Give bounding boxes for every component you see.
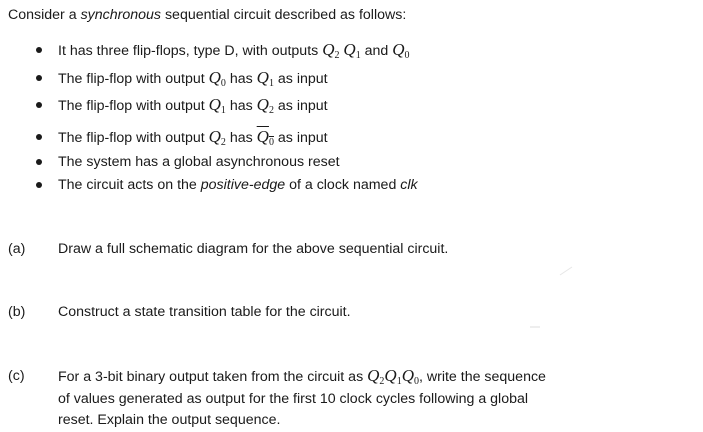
question-b-label: (b)	[8, 304, 26, 320]
bullet-1-text-a: It has three flip-flops, type D, with outputs	[58, 43, 323, 59]
bullet-3-text-b: has	[225, 98, 257, 114]
bullet-item-4	[58, 128, 328, 147]
bullet-6-text-a: The circuit acts on the	[58, 177, 201, 193]
q1-symbol: $Q_1$	[208, 95, 226, 116]
bullet-dot	[36, 159, 42, 165]
bullet-2-text-b: has	[225, 71, 257, 87]
bullet-4-text-a: The flip-flop with output	[58, 130, 209, 146]
bullet-dot	[36, 182, 42, 188]
bullet-2-text-a: The flip-flop with output	[58, 71, 209, 87]
bullet-4-text-c: as input	[273, 130, 328, 146]
q2-symbol: $Q_2$	[256, 95, 274, 116]
q0-symbol: $Q_0$	[208, 68, 226, 89]
intro-emph: synchronous	[80, 7, 162, 23]
q2q1q0-symbol: $Q_2Q_1Q_0$	[367, 366, 419, 387]
bullet-6-text-b: of a clock named	[285, 177, 401, 193]
bullet-item-5: The system has a global asynchronous reset	[58, 154, 340, 170]
q0-symbol: $Q_0$	[392, 40, 410, 61]
bullet-6-emph: positive-edge	[200, 177, 286, 193]
bullet-item-2	[58, 69, 328, 88]
bullet-dot	[36, 134, 42, 140]
scan-artifact	[520, 255, 600, 335]
bullet-item-1	[58, 41, 410, 60]
intro-line	[8, 6, 406, 24]
question-c-line-1	[58, 367, 546, 386]
bullet-item-6	[58, 176, 418, 194]
q2-symbol: $Q_2$	[322, 40, 340, 61]
intro-suffix: sequential circuit described as follows:	[161, 7, 407, 23]
q1-symbol: $Q_1$	[343, 40, 361, 61]
bullet-3-text-c: as input	[273, 98, 328, 114]
question-a-label: (a)	[8, 241, 26, 257]
bullet-3-text-a: The flip-flop with output	[58, 98, 209, 114]
q1-symbol: $Q_1$	[256, 68, 274, 89]
question-a-text: Draw a full schematic diagram for the above sequential circuit.	[58, 241, 449, 257]
bullet-2-text-c: as input	[273, 71, 328, 87]
bullet-4-text-b: has	[225, 130, 257, 146]
question-b-text: Construct a state transition table for the circuit.	[58, 304, 351, 320]
bullet-6-emph2: clk	[400, 177, 418, 193]
bullet-dot	[36, 102, 42, 108]
question-c-text-b: , write the sequence	[418, 369, 546, 385]
q0-bar-symbol: $Q_0$	[256, 127, 274, 148]
bullet-dot	[36, 75, 42, 81]
bullet-dot	[36, 47, 42, 53]
intro-prefix: Consider a	[8, 7, 81, 23]
question-c-label: (c)	[8, 368, 25, 384]
bullet-item-3	[58, 96, 328, 115]
q2-symbol: $Q_2$	[208, 127, 226, 148]
bullet-1-text-b: and	[360, 43, 393, 59]
question-c-line-2: of values generated as output for the first 10 clock cycles following a global	[58, 391, 529, 407]
question-c-text-a: For a 3-bit binary output taken from the circuit as	[58, 369, 368, 385]
question-c-line-3: reset. Explain the output sequence.	[58, 412, 281, 428]
